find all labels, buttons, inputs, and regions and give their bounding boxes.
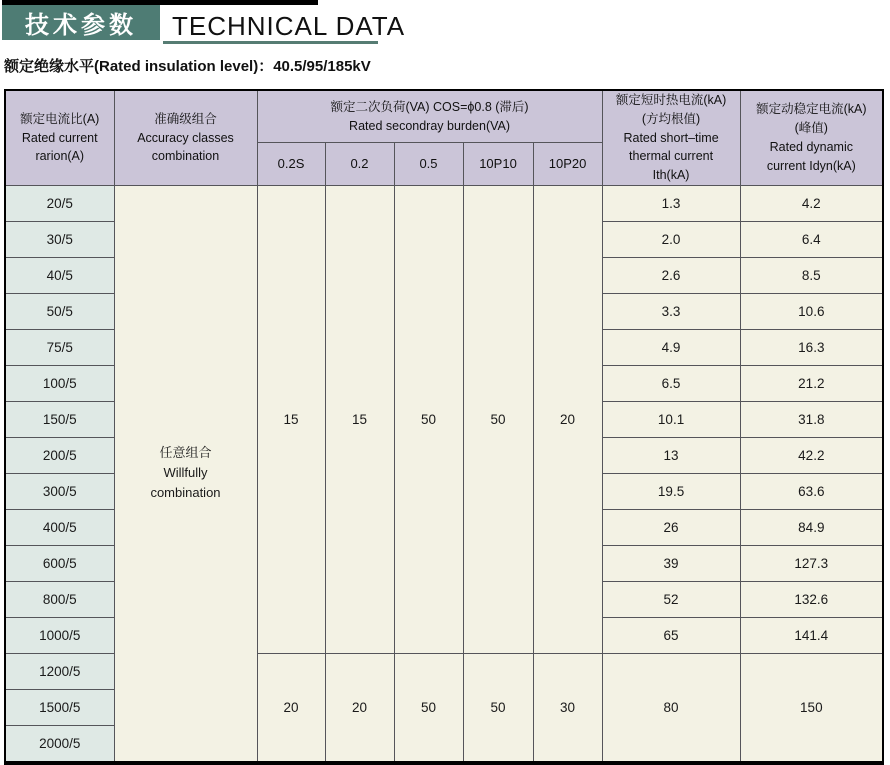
idyn-cell: 127.3 — [740, 545, 883, 581]
burden-cell: 15 — [257, 185, 325, 653]
ith-cell: 2.0 — [602, 221, 740, 257]
burden-cell: 50 — [463, 653, 533, 763]
ratio-cell: 50/5 — [5, 293, 114, 329]
table-body — [5, 185, 883, 763]
page-title-en: TECHNICAL DATA — [172, 11, 406, 41]
ratio-cell: 300/5 — [5, 473, 114, 509]
ith-cell: 80 — [602, 653, 740, 763]
header-dynamic-current: 额定动稳定电流(kA) (峰值) Rated dynamic current Idyn(kA) — [740, 90, 883, 185]
burden-cell: 20 — [325, 653, 394, 763]
idyn-cell: 31.8 — [740, 401, 883, 437]
idyn-cell: 63.6 — [740, 473, 883, 509]
idyn-cell: 8.5 — [740, 257, 883, 293]
idyn-cell: 4.2 — [740, 185, 883, 221]
header-accuracy-classes: 准确级组合 Accuracy classes combination — [114, 90, 257, 185]
ratio-cell: 75/5 — [5, 329, 114, 365]
ith-cell: 4.9 — [602, 329, 740, 365]
idyn-cell: 150 — [740, 653, 883, 763]
ratio-cell: 1500/5 — [5, 689, 114, 725]
burden-cell: 30 — [533, 653, 602, 763]
ratio-cell: 2000/5 — [5, 725, 114, 763]
header-short-time-thermal-current: 额定短时热电流(kA) (方均根值) Rated short–time thermal current Ith(kA) — [602, 90, 740, 185]
ratio-cell: 40/5 — [5, 257, 114, 293]
idyn-cell: 132.6 — [740, 581, 883, 617]
header-class-0-2s: 0.2S — [257, 143, 325, 186]
accuracy-cell: 任意组合 Willfully combination — [114, 185, 257, 763]
ratio-cell: 800/5 — [5, 581, 114, 617]
ratio-cell: 400/5 — [5, 509, 114, 545]
ith-cell: 26 — [602, 509, 740, 545]
ith-cell: 3.3 — [602, 293, 740, 329]
header-class-0-5: 0.5 — [394, 143, 463, 186]
header-class-10p10: 10P10 — [463, 143, 533, 186]
ratio-cell: 150/5 — [5, 401, 114, 437]
idyn-cell: 6.4 — [740, 221, 883, 257]
header-rated-current-ratio: 额定电流比(A) Rated current rarion(A) — [5, 90, 114, 185]
banner-underline — [163, 41, 378, 44]
idyn-cell: 84.9 — [740, 509, 883, 545]
ratio-cell: 100/5 — [5, 365, 114, 401]
ith-cell: 19.5 — [602, 473, 740, 509]
ratio-cell: 30/5 — [5, 221, 114, 257]
ith-cell: 10.1 — [602, 401, 740, 437]
page-title-zh: 技术参数 — [2, 5, 160, 40]
ith-cell: 6.5 — [602, 365, 740, 401]
ith-cell: 52 — [602, 581, 740, 617]
burden-cell: 20 — [533, 185, 602, 653]
ratio-cell: 1200/5 — [5, 653, 114, 689]
idyn-cell: 16.3 — [740, 329, 883, 365]
ith-cell: 2.6 — [602, 257, 740, 293]
ith-cell: 39 — [602, 545, 740, 581]
ratio-cell: 600/5 — [5, 545, 114, 581]
idyn-cell: 10.6 — [740, 293, 883, 329]
header-class-10p20: 10P20 — [533, 143, 602, 186]
table-row — [5, 185, 883, 221]
header-row-1 — [5, 90, 883, 143]
ratio-cell: 200/5 — [5, 437, 114, 473]
burden-cell: 50 — [394, 185, 463, 653]
header-class-0-2: 0.2 — [325, 143, 394, 186]
banner — [0, 0, 890, 46]
ith-cell: 13 — [602, 437, 740, 473]
ratio-cell: 20/5 — [5, 185, 114, 221]
burden-cell: 15 — [325, 185, 394, 653]
ratio-cell: 1000/5 — [5, 617, 114, 653]
header-secondary-burden-group: 额定二次负荷(VA) COS=ϕ0.8 (滞后) Rated secondray burden(VA) — [257, 90, 602, 143]
technical-data-table — [4, 89, 884, 765]
ith-cell: 65 — [602, 617, 740, 653]
ith-cell: 1.3 — [602, 185, 740, 221]
burden-cell: 20 — [257, 653, 325, 763]
idyn-cell: 21.2 — [740, 365, 883, 401]
burden-cell: 50 — [463, 185, 533, 653]
idyn-cell: 42.2 — [740, 437, 883, 473]
idyn-cell: 141.4 — [740, 617, 883, 653]
burden-cell: 50 — [394, 653, 463, 763]
insulation-level-line: 额定绝缘水平(Rated insulation level)：40.5/95/185kV — [4, 58, 371, 75]
